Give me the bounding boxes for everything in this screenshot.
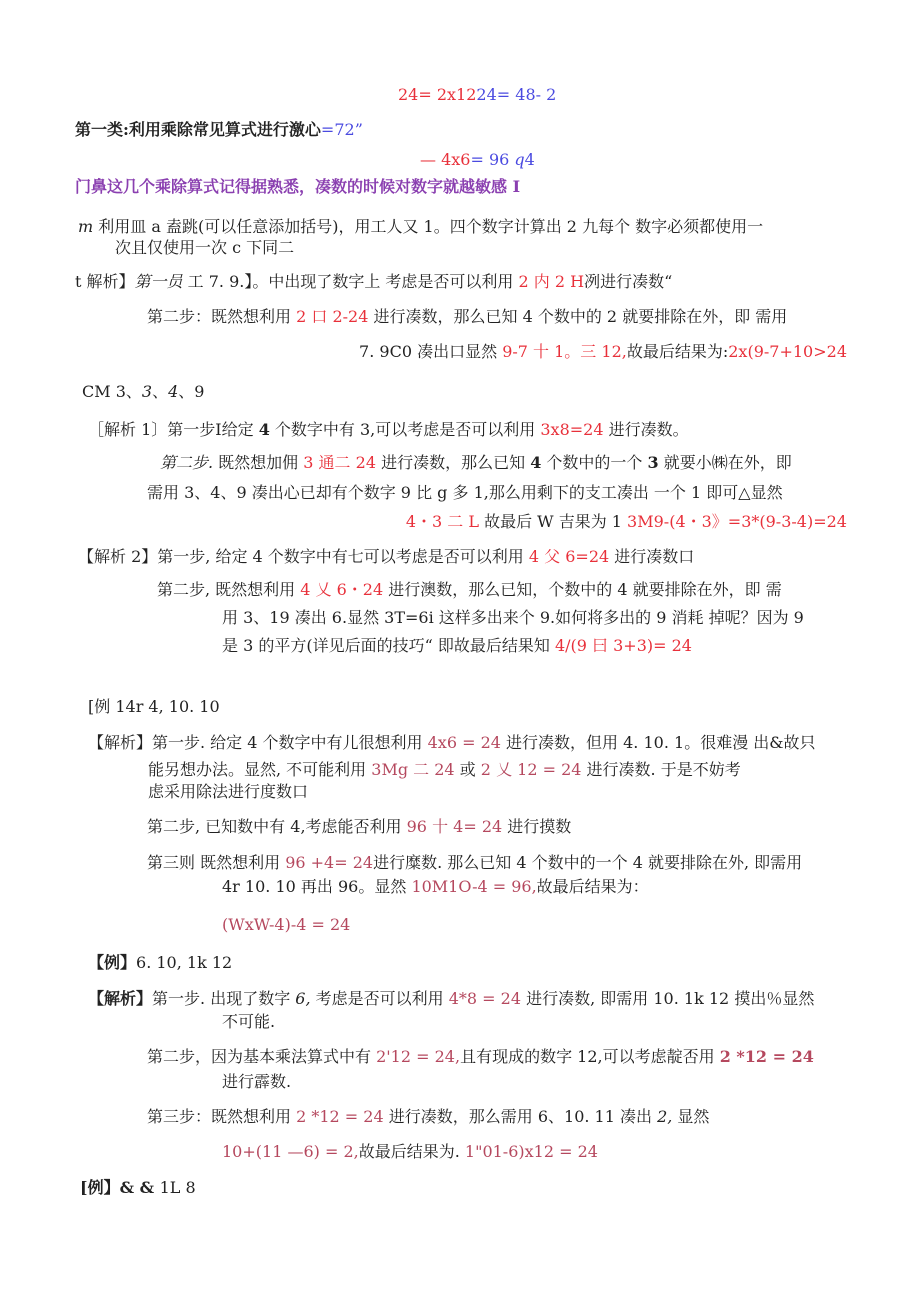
formula-segment: 门鼻这几个乘除算式记得据熟悉，凑数的时候对数字就越敏感 I — [75, 177, 521, 196]
formula-segment: 9-7 十 1。三 12, — [502, 342, 627, 361]
formula-segment: 4*8 = 24 — [448, 989, 522, 1008]
text-segment: 第三步：既然想利用 — [147, 1107, 297, 1126]
formula-segment: 3M9-(4・3》=3*(9-3-4)=24 — [627, 512, 847, 531]
text-line — [160, 453, 792, 473]
text-segment: 7. 9C0 凑出口显然 — [359, 342, 503, 361]
formula-segment: 3 通二 24 — [303, 453, 376, 472]
text-segment: 4r 10. 10 再出 96。显然 — [222, 877, 412, 896]
text-line — [88, 697, 220, 717]
text-line — [78, 547, 694, 567]
formula-segment: 4/(9 曰 3+3)= 24 — [554, 636, 692, 655]
text-segment: 6. 10, 1k 12 — [136, 953, 233, 972]
formula-segment: 2 乂 12 = 24 — [480, 760, 582, 779]
formula-segment: 24= 2x12 — [398, 85, 477, 104]
text-segment: 进行凑数, 即需用 10. 1k 12 摸出％显然 — [521, 989, 815, 1008]
text-line — [222, 915, 350, 935]
text-segment: 且有现成的数字 12,可以考虑靛否用 — [460, 1047, 720, 1066]
text-line — [147, 1107, 709, 1127]
text-line — [147, 817, 571, 837]
text-segment: 第一类:利用乘除常见算式进行激心 — [75, 120, 321, 139]
formula-segment: 2'12 = 24, — [376, 1047, 461, 1066]
text-segment: 3 — [647, 453, 659, 472]
text-line — [78, 217, 763, 237]
text-line — [148, 782, 308, 802]
text-segment: 次且仅使用一次 c 下同二 — [115, 238, 295, 257]
text-segment: 【解析】第一步. 给定 4 个数字中有儿很想利用 — [88, 733, 428, 752]
text-segment: 需用 3、4、9 凑出心已却有个数字 9 比 g 多 1,那么用剩下的支工凑出 一个 1 即可△显然 — [147, 483, 783, 502]
text-segment: 是 3 的平方(详见后面的技巧“ 即故最后结果知 — [222, 636, 555, 655]
text-segment: m — [78, 217, 94, 236]
text-segment: 进行凑数。 — [603, 420, 689, 439]
text-segment: 进行摸数 — [502, 817, 572, 836]
text-segment: 故最后结果为. — [358, 1142, 465, 1161]
formula-segment: =72” — [320, 120, 363, 139]
text-segment: 显然 — [672, 1107, 710, 1126]
text-segment: 故最后结果为： — [536, 877, 649, 896]
text-segment: t 解析】 — [75, 272, 135, 291]
text-line — [222, 1012, 275, 1032]
text-line — [398, 85, 556, 105]
formula-segment: 10+(11 —6) = 2, — [222, 1142, 359, 1161]
text-line — [147, 1047, 814, 1067]
text-segment: 【解析 2】第一步, 给定 4 个数字中有七可以考虑是否可以利用 — [78, 547, 529, 566]
text-segment: 第二步，因为基本乘法算式中有 — [147, 1047, 377, 1066]
formula-segment: 2 口 2-24 — [296, 307, 369, 326]
text-segment: 个数中的一个 — [541, 453, 648, 472]
text-segment: 第二步, 既然想利用 — [157, 580, 301, 599]
text-segment: 第二步, 已知数中有 4,考虑能否利用 — [147, 817, 407, 836]
formula-segment: 3Mg 二 24 — [371, 760, 455, 779]
text-segment: 4 — [258, 420, 270, 439]
text-segment: ［解析 1〕第一步Ι给定 — [88, 420, 259, 439]
text-segment: 故最后 W 吉果为 1 — [478, 512, 628, 531]
text-segment: [例】 — [80, 1178, 120, 1197]
text-segment: 进行凑数. 于是不妨考 — [581, 760, 741, 779]
text-segment: & & — [119, 1178, 160, 1197]
formula-segment: 4 — [524, 150, 535, 169]
text-line — [222, 1142, 598, 1162]
text-segment: 3 — [141, 382, 153, 401]
formula-segment: 4 乂 6・24 — [300, 580, 384, 599]
text-segment: 进行凑数，那么已知 — [376, 453, 531, 472]
text-segment: 、9 — [178, 382, 205, 401]
text-line — [75, 120, 363, 140]
text-segment: 个数字中有 3,可以考虑是否可以利用 — [269, 420, 541, 439]
text-line — [75, 177, 520, 197]
text-segment: 进行澳数，那么已知，个数中的 4 就要排除在外，即 需 — [383, 580, 782, 599]
text-segment: 第一员 — [134, 272, 183, 291]
text-segment: 工 7. 9.】。中出现了数字上 考虑是否可以利用 — [182, 272, 519, 291]
text-line — [406, 512, 847, 532]
text-segment: 或 — [454, 760, 481, 779]
text-segment: 进行凑数，那么已知 4 个数中的 2 就要排除在外，即 需用 — [368, 307, 788, 326]
text-segment: 进行霹数. — [222, 1072, 292, 1091]
text-line — [359, 342, 847, 362]
formula-segment: 96 十 4= 24 — [406, 817, 503, 836]
formula-segment: 3x8=24 — [540, 420, 604, 439]
formula-segment: = 96 — [470, 150, 515, 169]
text-line — [75, 272, 672, 292]
text-segment: 【例】 — [88, 953, 137, 972]
text-line — [147, 853, 802, 873]
text-segment: 第二步. — [160, 453, 214, 472]
text-line — [222, 636, 692, 656]
text-line — [147, 307, 787, 327]
formula-segment: (WxW-4)-4 = 24 — [222, 915, 351, 934]
text-line — [115, 238, 294, 258]
formula-segment: — 4x6 — [420, 150, 471, 169]
text-line — [88, 953, 232, 973]
formula-segment: 2 *12 = 24 — [296, 1107, 384, 1126]
text-line — [222, 877, 649, 897]
text-segment: 进行凑数口 — [609, 547, 695, 566]
formula-segment: q — [514, 150, 525, 169]
text-segment: 第三则 既然想利用 — [147, 853, 286, 872]
formula-segment: 4 父 6=24 — [528, 547, 610, 566]
text-line — [82, 382, 204, 402]
text-segment: 就要小㈱在外，即 — [658, 453, 792, 472]
text-line — [88, 733, 816, 753]
text-segment: 能另想办法。显然, 不可能利用 — [148, 760, 372, 779]
text-segment: 考虑是否可以利用 — [310, 989, 449, 1008]
text-segment: 虑采用除法进行度数口 — [148, 782, 309, 801]
text-segment: 不可能. — [222, 1012, 276, 1031]
text-line — [147, 483, 783, 503]
text-line — [222, 1072, 291, 1092]
formula-segment: 2 *12 = 24 — [719, 1047, 814, 1066]
text-segment: 进行凑数，那么需用 6、10. 11 凑出 — [383, 1107, 658, 1126]
text-segment: [例 14r 4, 10. 10 — [88, 697, 220, 716]
formula-segment: 2x(9-7+10>24 — [728, 342, 847, 361]
text-segment: 4 — [530, 453, 542, 472]
formula-segment: 24= 48- 2 — [476, 85, 557, 104]
text-segment: 用 3、19 凑出 6.显然 3T=6i 这样多出来个 9.如何将多出的 9 消耗 掉呢？因为 9 — [222, 608, 804, 627]
text-segment: 2, — [657, 1107, 673, 1126]
text-line — [157, 580, 782, 600]
formula-segment: 96 +4= 24 — [285, 853, 374, 872]
text-segment: 进行糜数. 那么已知 4 个数中的一个 4 就要排除在外, 即需用 — [373, 853, 803, 872]
text-line — [148, 760, 741, 780]
text-segment: 【解析】 — [88, 989, 153, 1008]
text-segment: 、 — [152, 382, 169, 401]
text-segment: 利用皿 a 盍跳(可以任意添加括号)，用工人又 1。四个数字计算出 2 九每个 数字必须都使用一 — [93, 217, 764, 236]
text-segment: 第二步：既然想利用 — [147, 307, 297, 326]
text-segment: 冽进行凑数“ — [584, 272, 673, 291]
text-segment: 既然想加佣 — [213, 453, 304, 472]
formula-segment: 4・3 二 L — [405, 512, 479, 531]
text-segment: 4 — [168, 382, 179, 401]
text-line — [420, 150, 535, 170]
text-segment: 1L 8 — [159, 1178, 196, 1197]
text-segment: 进行凑数，但用 4. 10. 1。很难漫 出&故只 — [500, 733, 816, 752]
formula-segment: 4x6 = 24 — [427, 733, 501, 752]
text-line — [80, 1178, 196, 1198]
text-line — [88, 989, 814, 1009]
text-segment: 第一步. 出现了数字 — [152, 989, 296, 1008]
text-segment: 故最后结果为: — [626, 342, 729, 361]
text-segment: CM 3、 — [82, 382, 142, 401]
text-segment: 6, — [295, 989, 311, 1008]
formula-segment: 2 内 2 H — [518, 272, 585, 291]
text-line — [88, 420, 689, 440]
text-line — [222, 608, 804, 628]
formula-segment: 10M1O-4 = 96, — [411, 877, 537, 896]
formula-segment: 1"01-6)x12 = 24 — [464, 1142, 598, 1161]
